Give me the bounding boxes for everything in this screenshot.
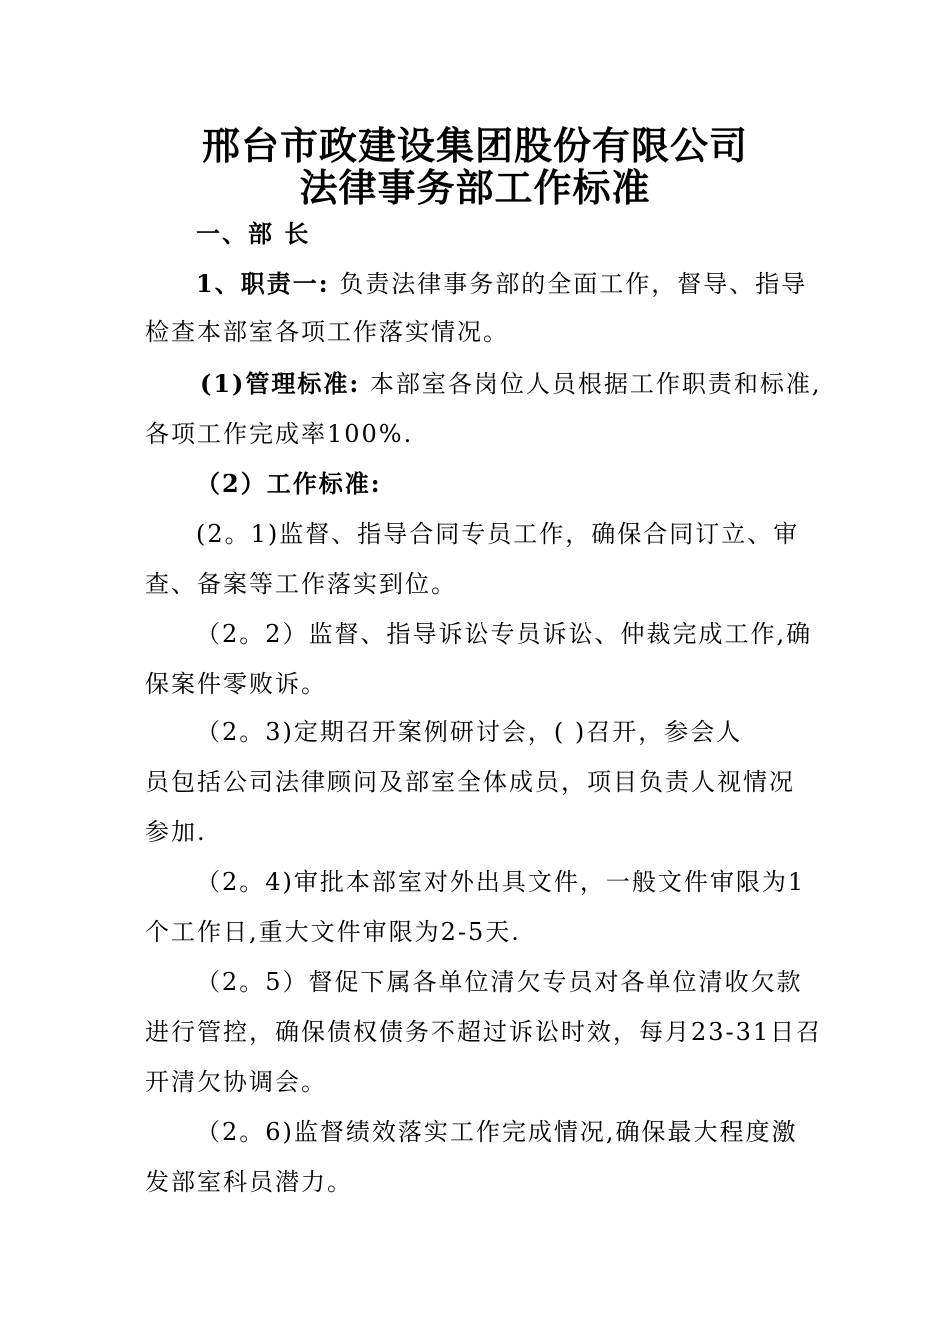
item-2-2-line2: 保案件零败诉。 (145, 670, 327, 698)
item-2-3-line3: 参加. (145, 818, 207, 846)
duty1-line1 (196, 268, 807, 300)
item-2-1-line1: (2。1)监督、指导合同专员工作，确保合同订立、审 (196, 520, 800, 548)
duty1-label: 1、职责一: (196, 269, 330, 298)
duty1-line2: 检查本部室各项工作落实情况。 (145, 318, 509, 346)
item-2-3-line2: 员包括公司法律顾问及部室全体成员，项目负责人视情况 (145, 768, 795, 796)
item-2-6-line2: 发部室科员潜力。 (145, 1168, 353, 1196)
work-standard-label: （2）工作标准: (196, 469, 382, 498)
management-standard-line2: 各项工作完成率100%. (145, 420, 414, 448)
document-title-line2: 法律事务部工作标准 (299, 165, 651, 210)
duty1-text: 负责法律事务部的全面工作，督导、指导 (339, 270, 808, 298)
item-2-4-line1: （2。4)审批本部室对外出具文件，一般文件审限为1 (196, 868, 806, 896)
item-2-6-line1: （2。6)监督绩效落实工作完成情况,确保最大程度激 (196, 1118, 798, 1146)
item-2-5-line1: （2。5）督促下属各单位清欠专员对各单位清收欠款 (196, 968, 803, 996)
document-title-line1: 邢台市政建设集团股份有限公司 (201, 123, 748, 168)
management-standard-text: 本部室各岗位人员根据工作职责和标准, (369, 370, 822, 398)
item-2-5-line3: 开清欠协调会。 (145, 1068, 327, 1096)
management-standard-label: (1)管理标准: (200, 369, 361, 398)
item-2-2-line1: （2。2）监督、指导诉讼专员诉讼、仲裁完成工作,确 (196, 620, 813, 648)
item-2-1-line2: 查、备案等工作落实到位。 (145, 570, 457, 598)
item-2-4-line2: 个工作日,重大文件审限为2-5天. (145, 918, 521, 946)
management-standard-line1 (200, 368, 822, 400)
section-heading: 一、部 长 (196, 219, 311, 248)
item-2-5-line2: 进行管控，确保债权债务不超过诉讼时效，每月23-31日召 (145, 1018, 823, 1046)
item-2-3-line1: （2。3)定期召开案例研讨会，( )召开，参会人 (196, 718, 743, 746)
